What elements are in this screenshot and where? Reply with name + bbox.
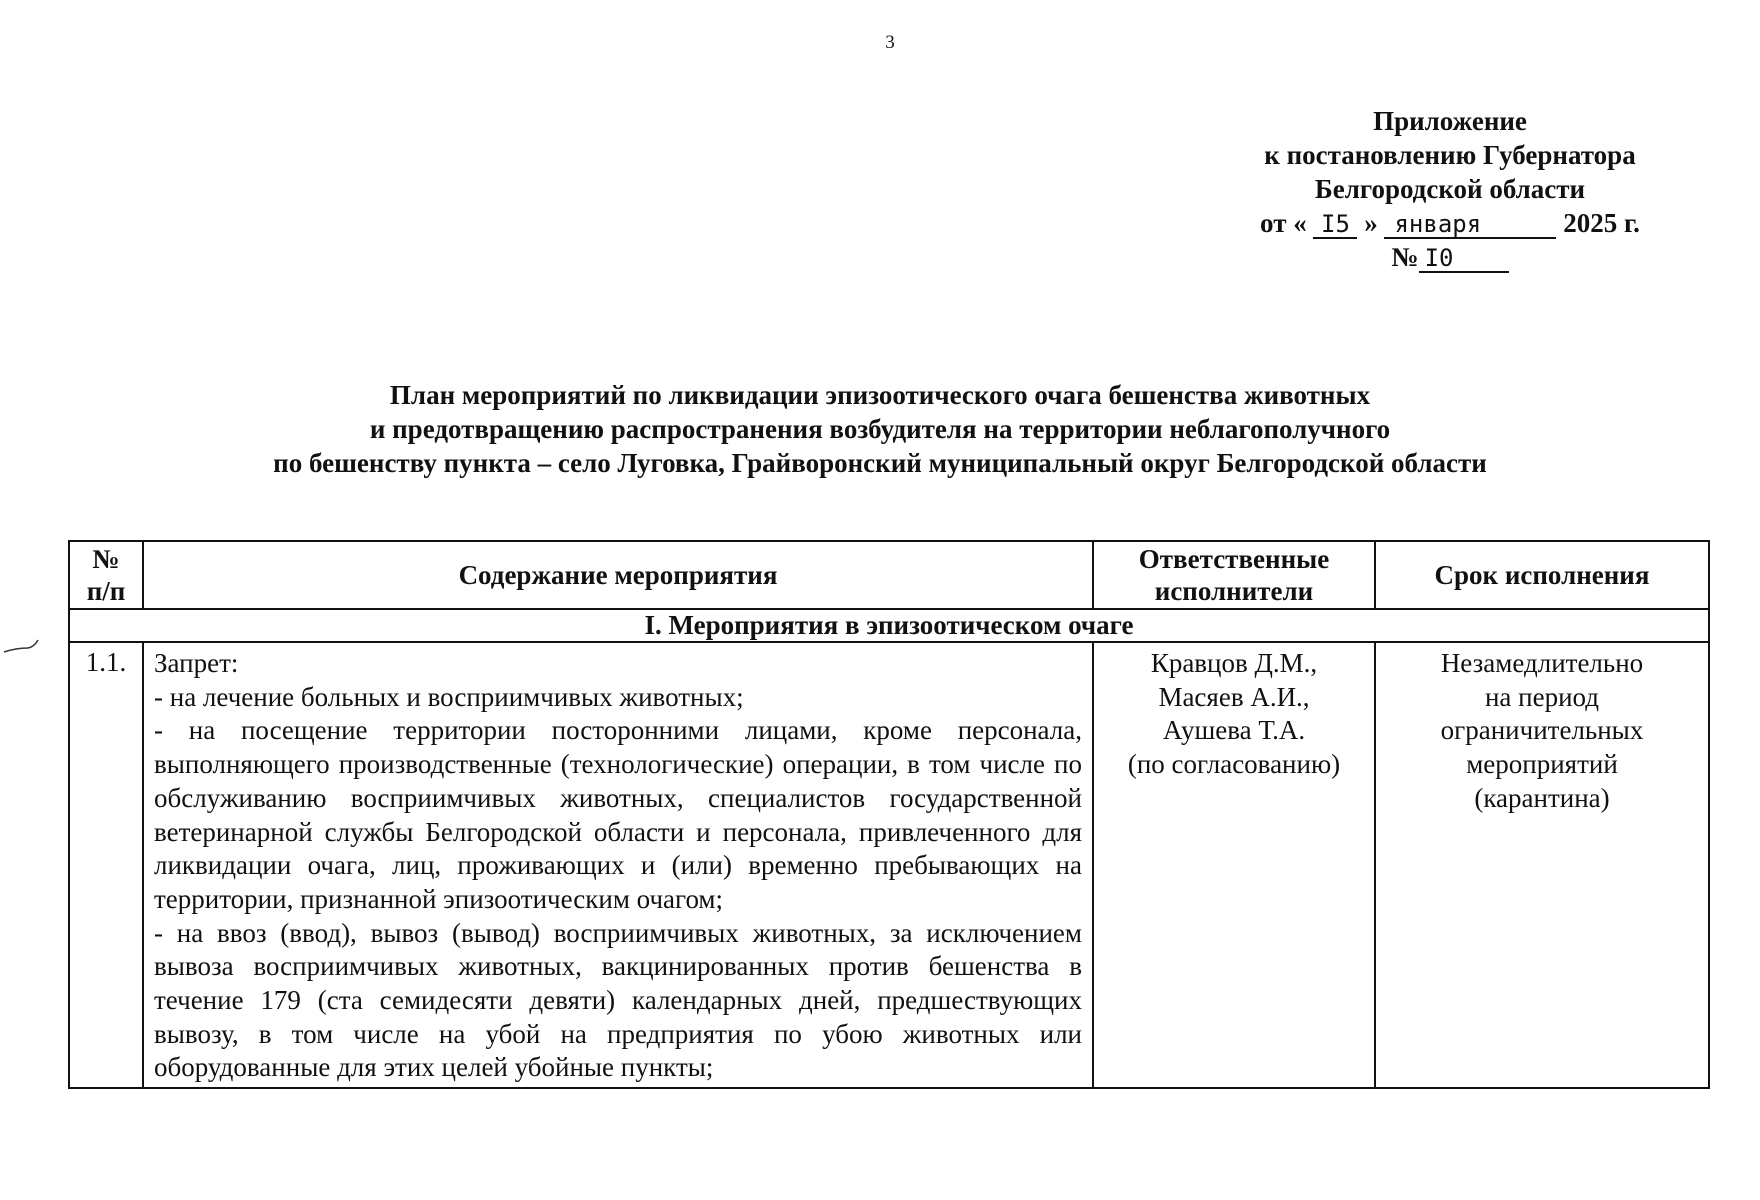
header-term: Срок исполнения [1375,541,1709,609]
number-prefix: № [1391,242,1419,272]
title-line-1: План мероприятий по ликвидации эпизоотического очага бешенства животных [389,380,1371,410]
row-term [1375,642,1709,1088]
page-number: 3 [885,32,895,53]
header-executors [1093,541,1375,609]
content-paragraph: - на лечение больных и восприимчивых животных; [154,681,744,712]
content-paragraph: Запрет: [154,648,239,678]
header-number [69,541,143,609]
row-executors [1093,642,1375,1088]
header-number-sign: № [92,544,120,574]
appendix-header [1240,104,1660,274]
date-quote-close: » [1364,208,1378,238]
header-content: Содержание мероприятия [143,541,1093,609]
table-header-row [69,541,1709,609]
term-line: мероприятий [1466,749,1618,780]
header-executors-line-1: Ответственные [1138,544,1330,574]
appendix-title: Приложение [1373,106,1527,136]
executor-name: Масяев А.И., [1158,681,1310,712]
header-number-abbr: п/п [86,576,126,606]
appendix-date-line [1240,206,1660,240]
executor-name: Аушева Т.А. [1162,715,1306,746]
date-month-handwritten: января [1384,211,1556,239]
content-paragraph: - на посещение территории посторонними лицами, кроме персонала, выполняющего производственные (технологические) операции, в том числе по обслуживанию восприимчивых животных, специалистов государственной ветеринарной службы Белгородской области и персонала, привлеченного для ликвидации очага, лиц, проживающих и (или) временно пребывающих на территории, признанной эпизоотическим очагом; [154,715,1082,914]
header-executors-line-2: исполнители [1154,576,1314,606]
row-number: 1.1. [69,642,143,1088]
term-line: Незамедлительно [1440,648,1644,678]
number-handwritten: I0 [1419,245,1509,273]
appendix-region-line: Белгородской области [1314,174,1586,204]
term-line: ограничительных [1440,715,1644,746]
row-content [143,642,1093,1088]
document-title [80,378,1680,480]
appendix-number-line [1240,240,1660,274]
section-row [69,609,1709,642]
title-line-3: по бешенству пункта – село Луговка, Грайворонский муниципальный округ Белгородской области [273,448,1487,478]
date-year: 2025 г. [1563,208,1640,238]
executor-note: (по согласованию) [1127,749,1341,780]
title-line-2: и предотвращению распространения возбудителя на территории неблагополучного [369,414,1391,444]
date-prefix: от « [1260,208,1307,238]
executor-name: Кравцов Д.М., [1150,648,1318,678]
appendix-decree-line: к постановлению Губернатора [1264,140,1636,170]
measures-table [68,540,1710,1089]
content-paragraph: - на ввоз (ввод), вывоз (вывод) восприимчивых животных, за исключением вывоза восприимчивых животных, вакцинированных против бешенства в течение 179 (ста семидесяти девяти) календарных дней, предшествующих вывозу, в том числе на убой на предприятия по убою животных или оборудованные для этих целей убойные пункты; [154,917,1082,1083]
margin-pen-mark [2,636,42,660]
term-line: на период [1484,681,1600,712]
section-title: I. Мероприятия в эпизоотическом очаге [69,609,1709,642]
table-row [69,642,1709,1088]
term-line: (карантина) [1474,782,1610,813]
date-day-handwritten: I5 [1313,211,1357,239]
